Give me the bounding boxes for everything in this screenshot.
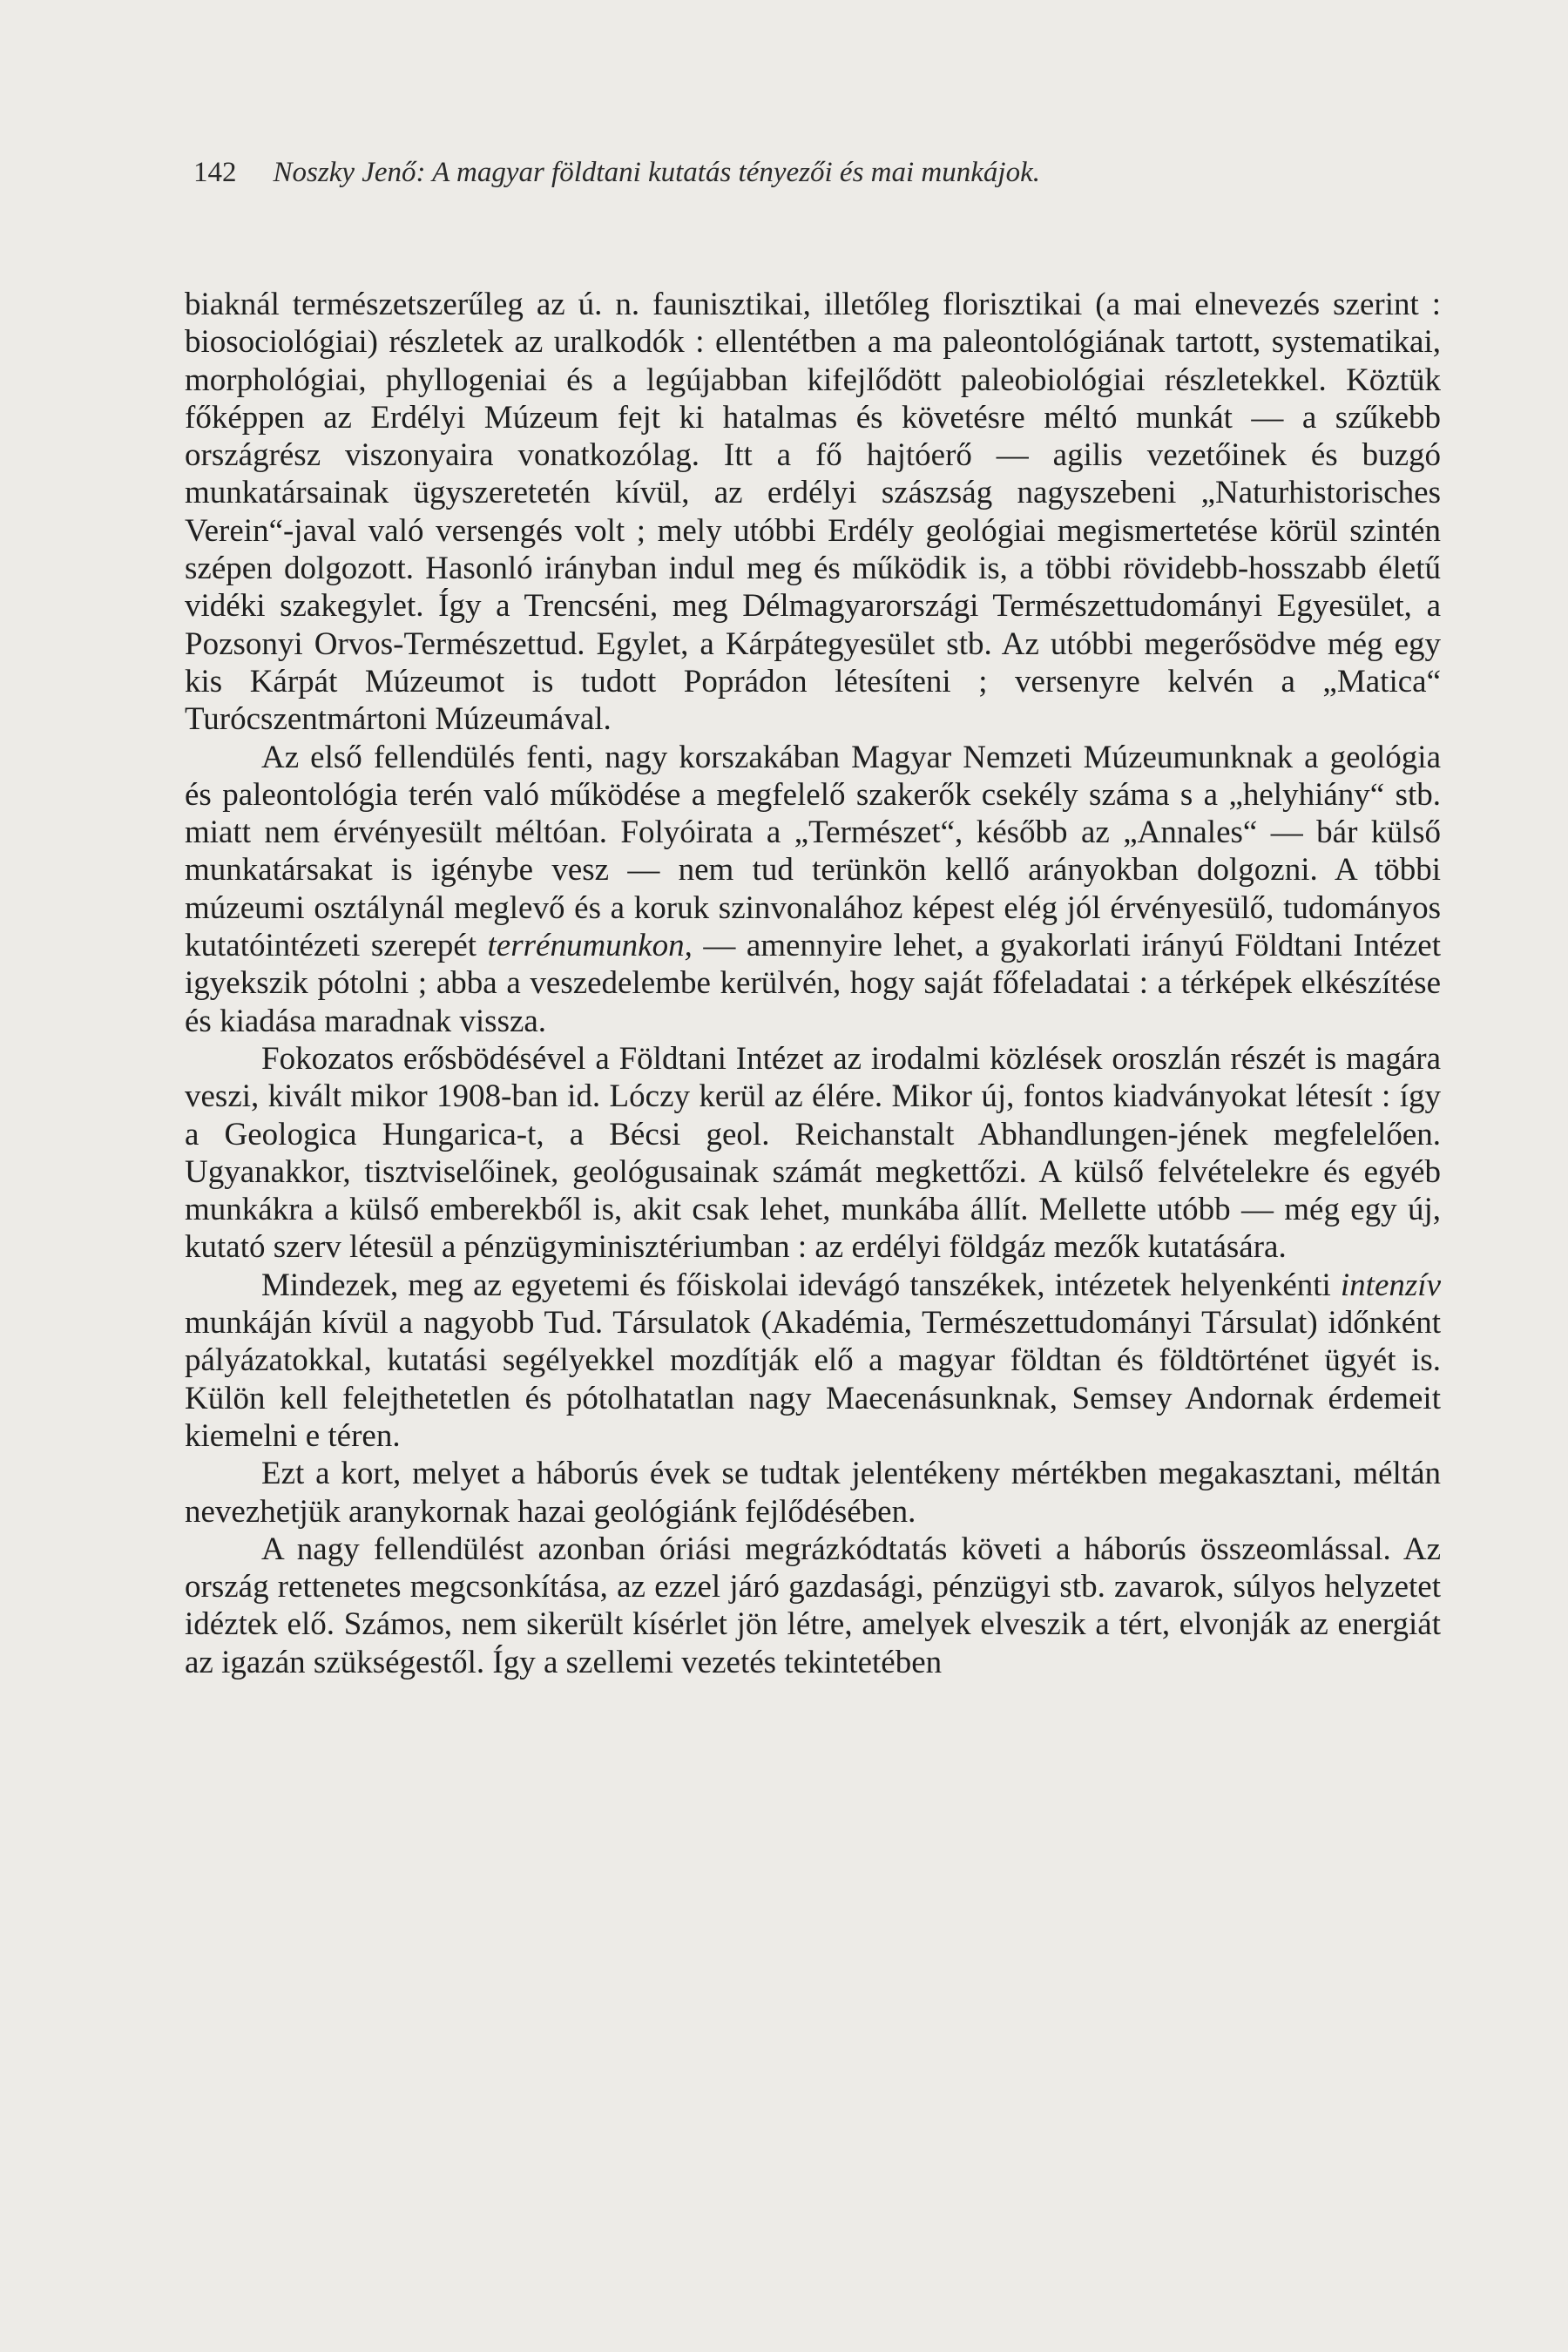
page-number: 142 bbox=[193, 157, 237, 188]
paragraph-continuation: biaknál természetszerűleg az ú. n. faunisztikai, illetőleg florisztikai (a mai elnevezés szerint : biosociológiai) részletek az uralkodók : ellentétben a ma paleontológiának tartott, systematikai, morphológiai, phyllogeniai és a legújabban kifejlődött paleobiológiai részletekkel. Köztük főképpen az Erdélyi Múzeum fejt ki hatalmas és követésre méltó munkát — a szűkebb országrész viszonyaira vonatkozólag. Itt a fő hajtóerő — agilis vezetőinek és buzgó munkatársainak ügyszeretetén kívül, az erdélyi szászság nagyszebeni „Naturhistorisches Verein“-javal való versengés volt ; mely utóbbi Erdély geológiai megismertetése körül szintén szépen dolgozott. Hasonló irányban indul meg és működik is, a többi rövidebb-hosszabb életű vidéki szakegylet. Így a Trencséni, meg Délmagyarországi Természettudományi Egyesület, a Pozsonyi Orvos-Természettud. Egylet, a Kárpátegyesület stb. Az utóbbi megerősödve még egy kis Kárpát Múzeumot is tudott Poprádon létesíteni ; versenyre kelvén a „Matica“ Turócszentmártoni Múzeumával. bbox=[185, 287, 1441, 738]
paragraph-universities: Mindezek, meg az egyetemi és főiskolai idevágó tanszékek, intézetek helyenkénti intenzív munkáján kívül a nagyobb Tud. Társulatok (Akadémia, Természettudományi Társulat) időnként pályázatokkal, kutatási segélyekkel mozdítják elő a magyar földtan és földtörténet ügyét is. Külön kell felejthetetlen és pótolhatatlan nagy Maecenásunknak, Semsey Andornak érdemeit kiemelni e téren. bbox=[185, 1267, 1441, 1454]
paragraph-foldtani-intezet: Fokozatos erősbödésével a Földtani Intézet az irodalmi közlések oroszlán részét is magára veszi, kivált mikor 1908-ban id. Lóczy kerül az élére. Mikor új, fontos kiadványokat létesít : így a Geologica Hungarica-t, a Bécsi geol. Reichanstalt Abhandlungen-jének megfelelően. Ugyanakkor, tisztviselőinek, geológusainak számát megkettőzi. A külső felvételekre és egyéb munkákra a külső emberekből is, akit csak lehet, munkába állít. Mellette utóbb — még egy új, kutató szerv létesül a pénzügyminisztériumban : az erdélyi földgáz mezők kutatására. bbox=[185, 1040, 1441, 1266]
paragraph-museum: Az első fellendülés fenti, nagy korszakában Magyar Nemzeti Múzeumunknak a geológia és paleontológia terén való működése a megfelelő szakerők csekély száma s a „helyhiány“ stb. miatt nem érvényesült méltóan. Folyóirata a „Természet“, később az „Annales“ — bár külső munkatársakat is igénybe vesz — nem tud terünkön kellő arányokban dolgozni. A többi múzeumi osztálynál meglevő és a koruk szinvonalához képest elég jól érvényesülő, tudományos kutatóintézeti szerepét terrénumunkon, — amennyire lehet, a gyakorlati irányú Földtani Intézet igyekszik pótolni ; abba a veszedelembe kerülvén, hogy saját főfeladatai : a térképek elkészítése és kiadása maradnak vissza. bbox=[185, 739, 1441, 1039]
emphasis-intenziv: intenzív bbox=[1340, 1267, 1441, 1303]
paragraph-golden-age: Ezt a kort, melyet a háborús évek se tudtak jelentékeny mértékben megakasztani, méltán nevezhetjük aranykornak hazai geológiánk fejlődésében. bbox=[185, 1456, 1441, 1530]
body-text bbox=[185, 286, 1441, 1681]
emphasis-terrenumunkon: terrénumunkon, bbox=[487, 928, 693, 964]
paragraph-collapse: A nagy fellendülést azonban óriási megrázkódtatás követi a háborús összeomlással. Az ország rettenetes megcsonkítása, az ezzel járó gazdasági, pénzügyi stb. zavarok, súlyos helyzetet idéztek elő. Számos, nem sikerült kísérlet jön létre, amelyek elveszik a tért, elvonják az energiát az igazán szükségestől. Így a szellemi vezetés tekintetében bbox=[185, 1531, 1441, 1680]
running-title: Noszky Jenő: A magyar földtani kutatás tényezői és mai munkájok. bbox=[273, 157, 1040, 188]
running-header bbox=[193, 153, 1439, 192]
